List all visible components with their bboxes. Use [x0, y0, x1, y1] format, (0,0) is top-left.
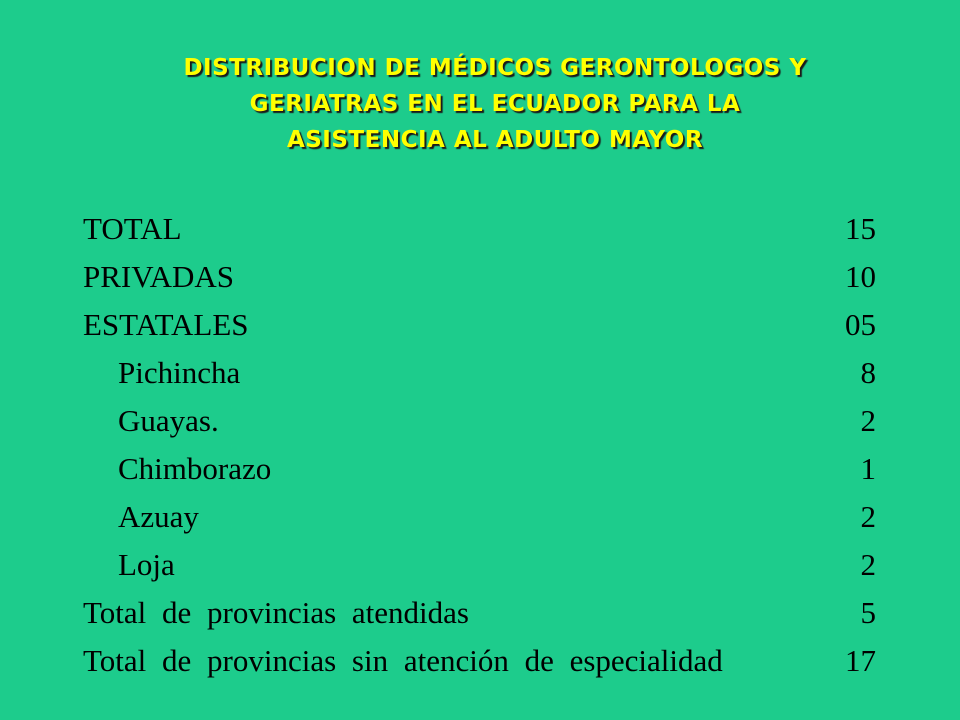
- title-line-3: ASISTENCIA AL ADULTO MAYOR: [286, 127, 704, 153]
- row-label: TOTAL: [83, 211, 182, 246]
- row-loja: [0, 541, 960, 589]
- row-value: 5: [860, 595, 876, 630]
- row-value: 2: [860, 499, 876, 534]
- row-value: 05: [845, 307, 876, 342]
- row-label: Total de provincias sin atención de especialidad: [83, 643, 723, 678]
- row-value: 2: [860, 547, 876, 582]
- title-line-2: GERIATRAS EN EL ECUADOR PARA LA: [249, 91, 741, 117]
- row-label: Pichincha: [118, 355, 241, 390]
- row-label: Total de provincias atendidas: [83, 595, 469, 630]
- row-value: 8: [860, 355, 876, 390]
- row-guayas: [0, 397, 960, 445]
- row-value: 17: [845, 643, 876, 678]
- row-label: Chimborazo: [118, 451, 272, 486]
- row-label: PRIVADAS: [83, 259, 235, 294]
- row-value: 15: [845, 211, 876, 246]
- slide-title: [80, 50, 910, 158]
- row-chimborazo: [0, 445, 960, 493]
- row-pichincha: [0, 349, 960, 397]
- title-line-1: DISTRIBUCION DE MÉDICOS GERONTOLOGOS Y: [183, 55, 807, 81]
- row-value: 1: [860, 451, 876, 486]
- row-total-provincias-atendidas: [0, 589, 960, 637]
- row-privadas: [0, 253, 960, 301]
- row-label: Guayas.: [118, 403, 219, 438]
- row-value: 2: [860, 403, 876, 438]
- row-estatales: [0, 301, 960, 349]
- row-total-provincias-sin-atencion: [0, 637, 960, 685]
- row-label: Loja: [118, 547, 175, 582]
- row-azuay: [0, 493, 960, 541]
- row-value: 10: [845, 259, 876, 294]
- row-label: ESTATALES: [83, 307, 249, 342]
- row-label: Azuay: [118, 499, 199, 534]
- row-total: [0, 205, 960, 253]
